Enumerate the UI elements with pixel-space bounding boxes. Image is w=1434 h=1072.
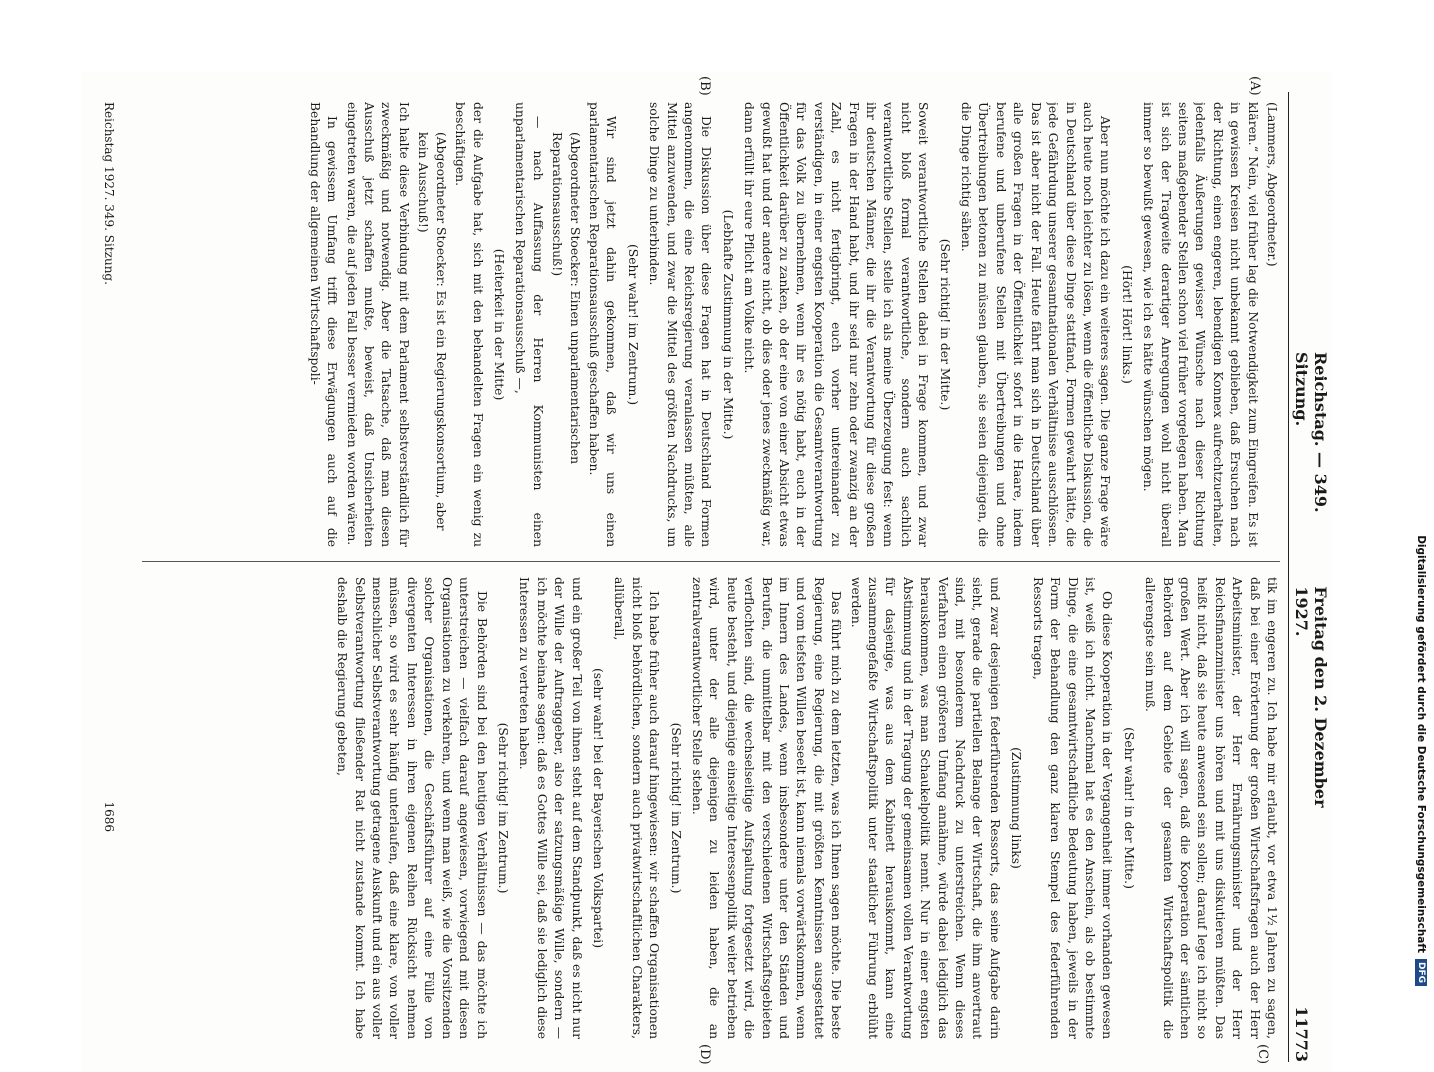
- margin-marker-d: (D): [697, 1044, 712, 1065]
- interjection: (sehr wahr! bei der Bayerischen Volkspartei): [590, 667, 605, 949]
- paragraph: (Abgeordneter Stoecker: Es ist ein Regierungskonsortium, aber kein Ausschuß!): [416, 132, 448, 531]
- paragraph: Aber nun möchte ich dazu ein weiteres sagen. Die ganze Frage wäre auch heute noch leichter zu lösen, wenn die öffentliche Diskussion, die in Deutschland über diese Dinge stattfand, Formen gewahrt hätte, die jede Gefährdung unserer gesamtnationalen Verhältnisse ausschlössen. Das ist aber nicht der Fall. Heute fährt man sich in Deutschland über alle großen Fragen in der Öffentlichkeit sofort in die Haare, indem berufene und unberufene Stellen mit Übertreibungen und ohne Übertreibungen betonen zu müssen glauben, sie seien diejenigen, die die Dinge richtig sähen.: [959, 102, 1113, 547]
- session-date: Freitag den 2. Dezember 1927.: [1292, 586, 1330, 808]
- column-divider: [142, 561, 1280, 562]
- paragraph: Die Behörden sind bei den heutigen Verhältnissen — das möchte ich unterstreichen — vielfach darauf angewiesen, vorwiegend mit diesen Organisationen zu verkehren, und wenn man weiß, wie die Vorsitzenden solcher Organisationen, die Geschäftsführer auf eine Fülle von divergenten Interessen in ihren eigenen Reihen Rücksicht nehmen müssen, so wird es sehr häufig unterlaufen, daß eine klare, von voller menschlicher Selbstverantwortung getragene Auskunft und ein aus voller Selbstverantwortung fließender Rat nicht zustande kommt. Ich habe deshalb die Regierung gebeten,: [335, 577, 489, 1039]
- paragraph: — nach Auffassung der Herren Kommunisten einen unparlamentarischen Reparationsausschuß —,: [513, 102, 545, 547]
- right-column: [122, 577, 1280, 1039]
- paragraph: Ich halte diese Verbindung mit dem Parlament selbstverständlich für zweckmäßig und notwendig. Aber die Tatsache, daß man diesen Ausschuß jetzt schaffen mußte, beweist, daß Unsicherheiten eingetreten waren, die auf jeden Fall besser vermieden worden wären.: [344, 102, 411, 547]
- paragraph: (Lammers, Abgeordneter.): [1265, 102, 1279, 267]
- interjection: (Sehr richtig! in der Mitte.): [937, 238, 952, 411]
- digitization-credit: [1408, 0, 1434, 1000]
- interjection: (Sehr richtig! im Zentrum.): [495, 722, 510, 894]
- paragraph: klären.“ Nein, viel früher lag die Notwendigkeit zum Eingreifen. Es ist in gewissen Kreisen nicht unbekannt geblieben, daß Ersuchen nach der Richtung, einen engeren, lebendigen Konnex aufrechtzuerhalten, jedenfalls Äußerungen gewisser Wünsche nach dieser Richtung seitens maßgebender Stellen schon viel früher vorgelegen haben. Man ist sich der Tragweite derartiger Anregungen wohl nicht überall immer so bewußt gewesen, wie ich es hätte wünschen mögen.: [1141, 102, 1260, 547]
- running-head: [1288, 92, 1330, 1062]
- interjection: (Lebhafte Zustimmung in der Mitte.): [720, 209, 735, 440]
- credit-text: Digitalisierung gefördert durch die Deutsche Forschungsgemeinschaft: [1415, 535, 1427, 953]
- paragraph: und ein großer Teil von ihnen steht auf dem Standpunkt, daß es nicht nur der Wille der Auftraggeber, also der satzungsmäßige Wille, sondern — ich möchte beinahe sagen: daß es Gottes Wille sei, daß sie lediglich diese Interessen zu vertreten haben.: [517, 577, 584, 1039]
- session-title: Reichstag. — 349. Sitzung.: [1292, 352, 1330, 513]
- margin-marker-a: (A): [1247, 76, 1262, 96]
- paragraph: In gewissem Umfang trifft diese Erwägungen auch auf die Behandlung der allgemeinen Wirtschaftspoli-: [307, 102, 340, 547]
- paragraph: Soweit verantwortliche Stellen dabei in Frage kommen, und zwar nicht bloß formal verantwortliche, sondern auch sachlich verantwortliche Stellen, stelle ich als meine Überzeugung fest: wenn ihr deutschen Männer, die ihr die Verantwortung für diese großen Fragen in der Hand habt, und ihr seid nur zehn oder zwanzig an der Zahl, es nicht fertigbringt, euch vorher untereinander zu verständigen, in einer engsten Kooperation die Gesamtverantwortung für das Volk zu übernehmen, wenn ihr es nötig habt, euch in der Öffentlichkeit darüber zu zanken, ob der eine von einer Absicht etwas gewußt hat und der andere nicht, ob dies oder jenes zweckmäßig war, dann erfüllt ihr eure Pflicht am Volke nicht.: [742, 102, 931, 547]
- paragraph: Die Diskussion über diese Fragen hat in Deutschland Formen angenommen, die eine Reichsregierung veranlassen müßten, alle Mittel anzuwenden, und zwar die Mittel des größten Nachdrucks, um solche Dinge zu unterbinden.: [647, 102, 714, 547]
- footer-sheet-number: 1686: [102, 801, 116, 832]
- paragraph: tik im engeren zu. Ich habe mir erlaubt, vor etwa 1½ Jahren zu sagen, daß bei einer Erörterung der großen Wirtschaftsfragen auch der Herr Arbeitsminister, der Herr Ernährungsminister und der Herr Reichsfinanzminister uns hören und mit uns diskutieren müßten. Das heißt nicht, daß sie heute anwesend sein sollen; darauf lege ich nicht so großen Wert. Aber ich will sagen, daß die Kooperation der sämtlichen Behörden auf dem Gebiete der gesamten Wirtschaftspolitik die allerengste sein muß.: [1143, 577, 1279, 1039]
- paragraph: der die Aufgabe hat, sich mit den behandelten Fragen ein wenig zu beschäftigen.: [453, 102, 485, 547]
- footer-signature: Reichstag 1927. 349. Sitzung.: [102, 102, 116, 285]
- interjection: (Hört! Hört! links.): [1119, 265, 1134, 384]
- paragraph: Wir sind jetzt dahin gekommen, daß wir uns einen parlamentarischen Reparationsausschuß geschaffen haben.: [586, 102, 619, 547]
- paragraph: (Abgeordneter Stoecker: Einen unparlamentarischen Reparationsausschuß!): [550, 132, 582, 465]
- scanned-page: [82, 72, 1332, 1072]
- dfg-logo: DFG: [1415, 959, 1427, 986]
- interjection: (Zustimmung links): [1009, 747, 1024, 869]
- interjection: (Sehr wahr! in der Mitte.): [1121, 727, 1136, 889]
- margin-marker-b: (B): [697, 76, 712, 96]
- page-number: 11773: [1292, 1006, 1311, 1062]
- interjection: (Sehr richtig! im Zentrum.): [668, 722, 683, 894]
- paragraph: Das führt mich zu dem letzten, was ich Ihnen sagen möchte. Die beste Regierung, eine Regierung, die mit größten Kenntnissen ausgestattet und vom tiefsten Willen beseelt ist, kann niemals vorwärtskommen, wenn im Innern des Landes, wenn insbesondere unter den Ständen und Berufen, die unmittelbar mit den verschiedenen Wirtschaftsgebieten verflochten sind, die wechselseitige Aufspaltung fortgesetzt wird, die heute besteht, und diejenige einseitige Interessenpolitik weiter betrieben wird, unter der alle diejenigen zu leiden haben, die an zentralverantwortlicher Stelle stehen.: [690, 577, 844, 1039]
- interjection: (Heiterkeit in der Mitte): [491, 248, 506, 401]
- left-column: [122, 102, 1280, 547]
- paragraph: und zwar desjenigen federführenden Ressorts, das seine Aufgabe darin sieht, gerade die partiellen Belange der Wirtschaft, die ihm anvertraut sind, mit besonderem Nachdruck zu unterstreichen. Wenn dieses Verfahren einen größeren Umfang annähme, würde dabei lediglich das herauskommen, was man Schaukelpolitik nennt. Nur in einer engsten Abstimmung und in der Tragung der gemeinsamen vollen Verantwortung für dasjenige, was aus dem Kabinett herauskommt, kann eine zusammengefaßte Wirtschaftspolitik unter staatlicher Führung erblüht werden.: [848, 577, 1002, 1039]
- margin-marker-c: (C): [1255, 1044, 1270, 1065]
- paragraph: Ich habe früher auch darauf hingewiesen: wir schaffen Organisationen nicht bloß behördlichen, sondern auch privatwirtschaftlichen Charakters, allüberall,: [612, 577, 662, 1039]
- paragraph: Ob diese Kooperation in der Vergangenheit immer vorhanden gewesen ist, weiß ich nicht. Manchmal hat es den Anschein, als ob bestimmte Dinge, die eine gesamtwirtschaftliche Bedeutung haben, jeweils in der Form der Behandlung den ganz klaren Stempel des federführenden Ressorts tragen,: [1030, 577, 1115, 1039]
- interjection: (Sehr wahr! im Zentrum.): [625, 243, 640, 406]
